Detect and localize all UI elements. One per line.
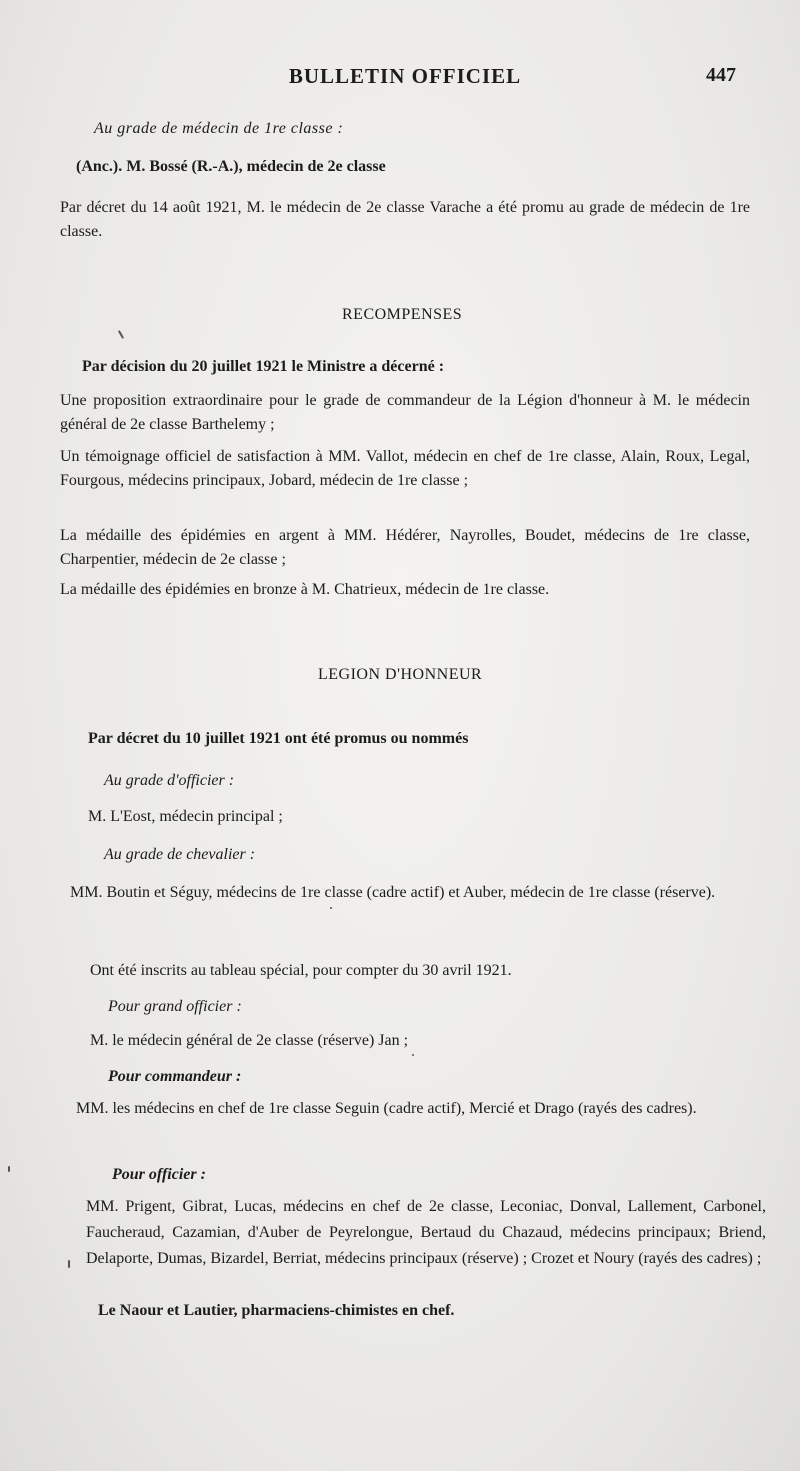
- recompenses-p2: Un témoignage officiel de satisfaction à MM. Vallot, médecin en chef de 1re classe, Alain, Roux, Legal, Fourgous, médecins principaux, Jobard, médecin de 1re classe ;: [60, 448, 750, 489]
- decree-varache: Par décret du 14 août 1921, M. le médecin de 2e classe Varache a été promu au grade de médecin de 1re classe.: [60, 199, 750, 240]
- officier-line: M. L'Eost, médecin principal ;: [88, 808, 283, 825]
- scan-speck: [412, 1054, 414, 1056]
- scan-speck: [330, 907, 332, 909]
- recompenses-intro: Par décision du 20 juillet 1921 le Ministre a décerné :: [82, 358, 445, 375]
- pharmaciens-line: Le Naour et Lautier, pharmaciens-chimistes en chef.: [98, 1302, 455, 1319]
- legion-intro: Par décret du 10 juillet 1921 ont été promus ou nommés: [88, 730, 469, 747]
- scan-speck: [118, 330, 124, 339]
- recompenses-p1: Une proposition extraordinaire pour le grade de commandeur de la Légion d'honneur à M. le médecin général de 2e classe Barthelemy ;: [60, 392, 750, 433]
- officier2-text: MM. Prigent, Gibrat, Lucas, médecins en chef de 2e classe, Leconiac, Donval, Lallement, Carbonel, Faucheraud, Cazamian, d'Auber de Peyrelongue, Bertaud du Chazaud, médecins principaux; Briend, Delaporte, Dumas, Bizardel, Berriat, médecins principaux (réserve) ; Crozet et Noury (rayés des cadres) ;: [86, 1198, 766, 1267]
- commandeur-heading: Pour commandeur :: [108, 1068, 242, 1085]
- grand-officier-heading: Pour grand officier :: [108, 998, 242, 1015]
- grade-heading: Au grade de médecin de 1re classe :: [94, 120, 344, 137]
- scan-speck: [8, 1166, 10, 1172]
- chevalier-text: MM. Boutin et Séguy, médecins de 1re classe (cadre actif) et Auber, médecin de 1re classe (réserve).: [70, 884, 716, 901]
- page-number: 447: [706, 64, 736, 86]
- legion-title: LEGION D'HONNEUR: [318, 666, 483, 683]
- officier-heading: Au grade d'officier :: [104, 772, 235, 789]
- page-header-title: BULLETIN OFFICIEL: [288, 64, 522, 88]
- line-bosse: (Anc.). M. Bossé (R.-A.), médecin de 2e classe: [76, 158, 386, 175]
- chevalier-heading: Au grade de chevalier :: [104, 846, 256, 863]
- officier2-heading: Pour officier :: [112, 1166, 206, 1183]
- grand-officier-line: M. le médecin général de 2e classe (réserve) Jan ;: [90, 1032, 409, 1049]
- recompenses-title: RECOMPENSES: [342, 306, 463, 323]
- commandeur-text: MM. les médecins en chef de 1re classe Seguin (cadre actif), Mercié et Drago (rayés des cadres).: [76, 1100, 697, 1117]
- recompenses-p3: La médaille des épidémies en argent à MM. Hédérer, Nayrolles, Boudet, médecins de 1re classe, Charpentier, médecin de 2e classe ;: [60, 527, 750, 568]
- recompenses-p4: La médaille des épidémies en bronze à M. Chatrieux, médecin de 1re classe.: [60, 581, 550, 598]
- scan-speck: [68, 1260, 70, 1268]
- tableau-intro: Ont été inscrits au tableau spécial, pour compter du 30 avril 1921.: [90, 962, 512, 979]
